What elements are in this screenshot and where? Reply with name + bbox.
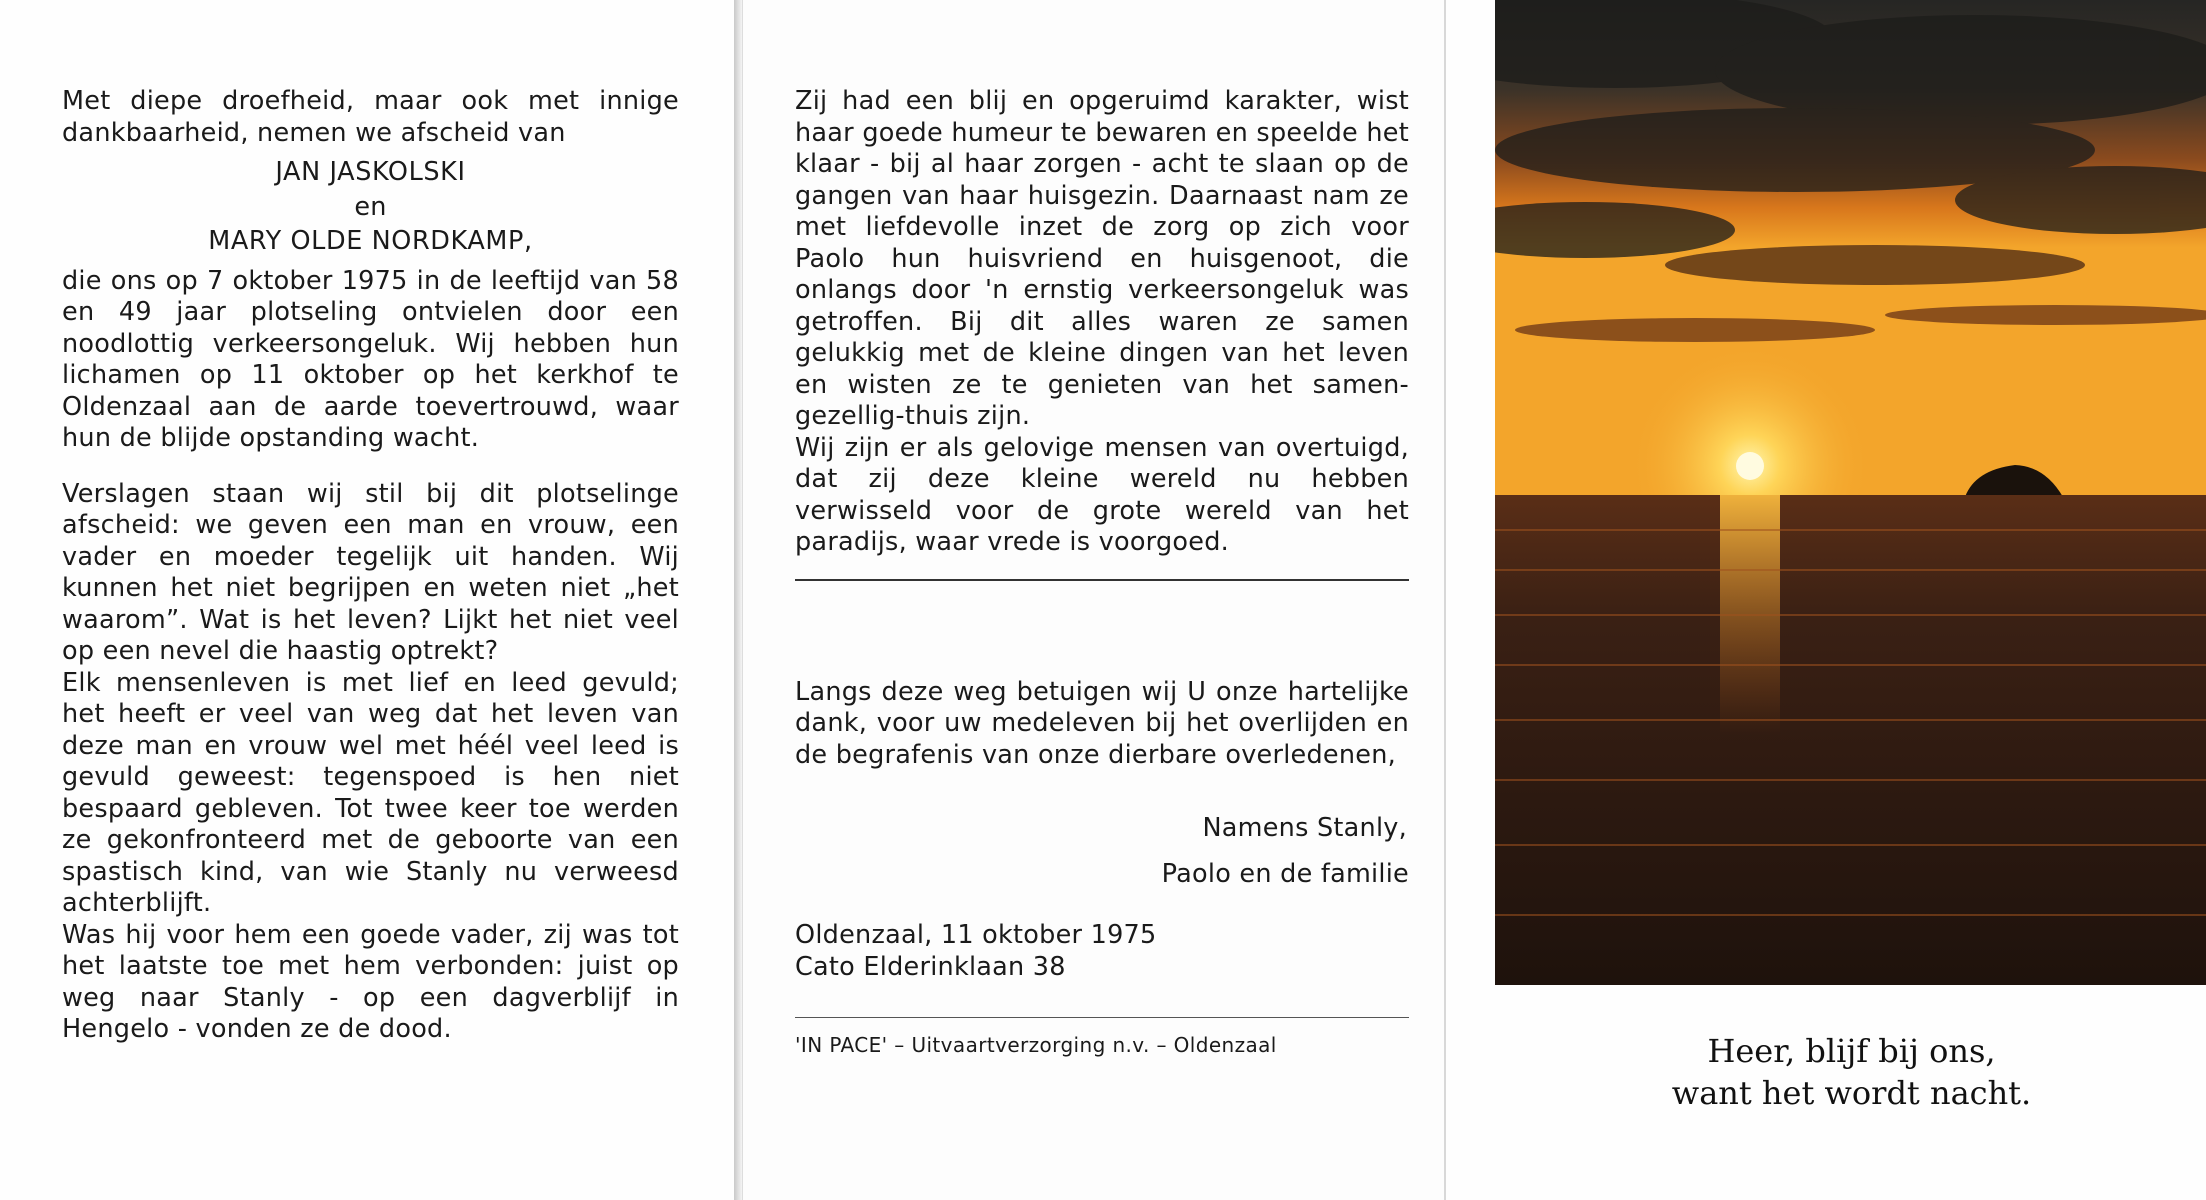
verse-line-1: Heer, blijf bij ons, [1707,1032,1996,1070]
faith-paragraph: Wij zijn er als gelovige mensen van overtuigd, dat zij deze kleine wereld nu hebben verwisseld voor de grote wereld van het paradijs, waar vrede is voorgoed. [795,432,1409,557]
sun [1736,452,1764,480]
middle-text-column [795,86,1409,1062]
left-text-column [62,86,679,1046]
death-paragraph: die ons op 7 oktober 1975 in de leeftijd van 58 en 49 jaar plotseling ontvielen door een noodlottig verkeersongeluk. Wij hebben hun lichamen op 11 oktober op het kerkhof te Oldenzaal aan de aarde toevertrouwd, waar hun de blijde opstanding wacht. [62,265,679,453]
thanks-paragraph: Langs deze weg betuigen wij U onze hartelijke dank, voor uw medeleven bij het overlijden en de begrafenis van onze dierbare overledenen, [795,676,1409,770]
paragraph-gap [62,455,679,479]
conjunction-text: en [354,191,387,222]
divider-line-bottom [795,1017,1409,1018]
farewell-paragraph: Verslagen staan wij stil bij dit plotselinge afscheid: we geven een man en vrouw, een vader en moeder tegelijk uit handen. Wij kunnen het niet begrijpen en weten niet „het waarom”. Wat is het leven? Lijkt het niet veel op een nevel die haastig optrekt? [62,478,679,666]
life-paragraph: Elk mensenleven is met lief en leed gevuld; het heeft er veel van weg dat het leven van deze man en vrouw wel met héél veel leed is gevuld geweest: tegenspoed is hen niet bespaard gebleven. Tot twee keer toe werden ze gekonfronteerd met de geboorte van een spastisch kind, van wie Stanly nu verweesd achterblijft. [62,667,679,918]
sunset-over-sea-image [1495,0,2206,985]
deceased-name-2: MARY OLDE NORDKAMP, [208,226,533,256]
deceased-name-1: JAN JASKOLSKI [275,157,466,187]
signature-line-2: Paolo en de familie [1161,858,1409,889]
final-paragraph: Was hij voor hem een goede vader, zij was tot het laatste toe met hem verbonden: juist op weg naar Stanly - op een dagverblijf in Hengelo - vonden ze de dood. [62,919,679,1044]
right-card-panel [1444,0,2206,1200]
left-card-panel [0,0,742,1200]
verse-line-2: want het wordt nacht. [1671,1074,2032,1112]
intro-text: Met diepe droefheid, maar ook met innige dankbaarheid, nemen we afscheid van [62,86,679,148]
divider-line-top [795,579,1409,581]
address-text: Cato Elderinklaan 38 [795,951,1066,982]
middle-card-panel [742,0,1444,1200]
funeral-director-footer: 'IN PACE' – Uitvaartverzorging n.v. – Oldenzaal [795,1033,1277,1057]
card-fold-shadow [734,0,742,1200]
signature-line-1: Namens Stanly, [1202,813,1407,843]
verse-text [1495,1030,2206,1114]
sunset-illustration [1495,0,2206,985]
place-date-text: Oldenzaal, 11 oktober 1975 [795,920,1157,950]
character-paragraph: Zij had een blij en opgeruimd karakter, wist haar goede humeur te bewaren en speelde het klaar - bij al haar zorgen - acht te slaan op de gangen van haar huisgezin. Daarnaast nam ze met liefdevolle inzet de zorg op zich voor Paolo hun huisvriend en huisgenoot, die onlangs door 'n ernstig verkeersongeluk was getroffen. Bij dit alles waren ze samen gelukkig met de kleine dingen van het leven en wisten ze te genieten van het samen-gezellig-thuis zijn. [795,86,1409,431]
